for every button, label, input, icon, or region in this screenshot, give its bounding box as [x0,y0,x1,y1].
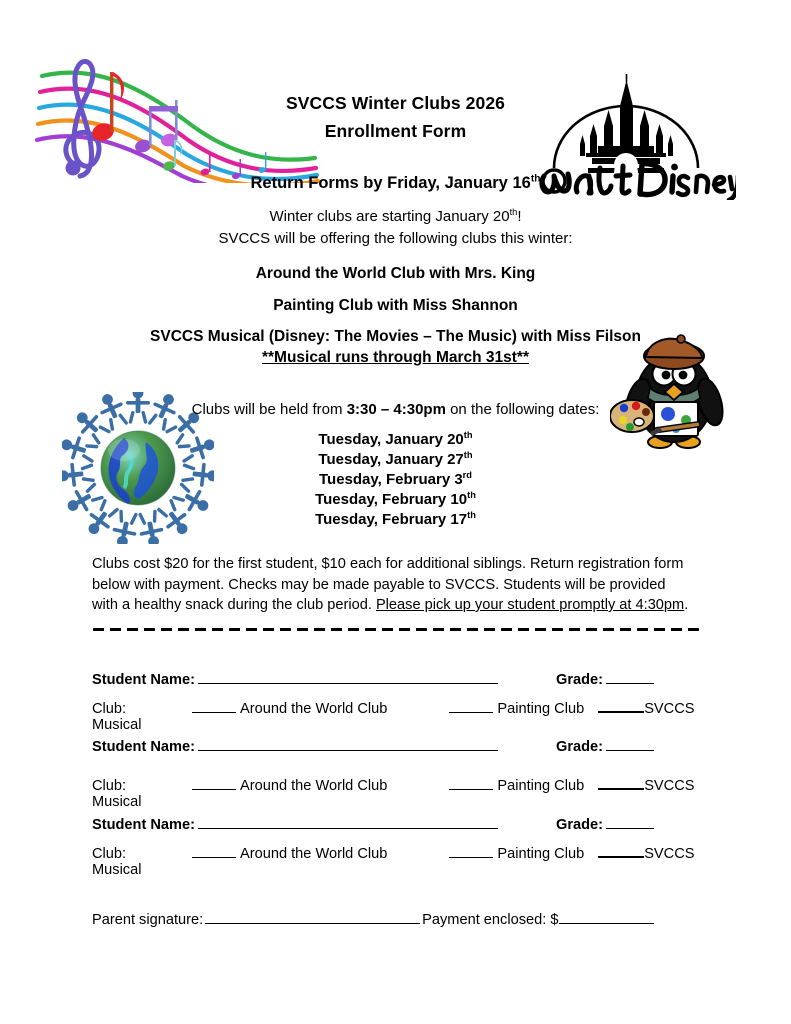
return-forms-deadline [0,174,791,193]
tear-off-divider [93,628,703,631]
cost-paragraph-text: Clubs cost $20 for the first student, $10 each for additional siblings. Return registration form below with payment. Checks may be made payable to SVCCS. Students will be provided with a healthy snack during the club period. [92,556,684,613]
musical-run-note-text: **Musical runs through March 31st** [261,349,529,366]
cost-and-payment-paragraph [92,554,692,616]
club-date-ordinal: rd [462,470,472,480]
start-date-tail: ! [517,208,522,225]
cost-paragraph-period: . [684,597,689,613]
student-name-label: Student Name: [92,739,195,755]
parent-signature-label: Parent signature: [92,912,204,928]
club-offering-painting: Painting Club with Miss Shannon [273,297,518,314]
option-label-painting: Painting Club [497,701,585,717]
club-label: Club: [92,778,127,794]
student-name-input-2[interactable] [198,737,498,751]
club-date-text: Tuesday, January 20 [318,431,464,448]
checkbox-painting-1[interactable] [449,700,493,713]
club-offering-around-the-world: Around the World Club with Mrs. King [255,265,536,282]
option-label-painting: Painting Club [497,846,585,862]
option-label-musical: SVCCS Musical [92,846,695,878]
club-date-ordinal: th [463,430,473,440]
club-date-text: Tuesday, February 10 [315,491,468,508]
grade-label: Grade: [555,739,604,755]
student-name-label: Student Name: [92,817,195,833]
club-date-ordinal: th [467,490,476,500]
grade-input-2[interactable] [606,737,654,751]
club-date-item [0,490,791,510]
club-date-text: Tuesday, February 3 [319,471,463,488]
club-label: Club: [92,846,127,862]
student-row-3-clubs [92,844,712,878]
option-label-musical: SVCCS Musical [92,778,695,810]
grade-label: Grade: [555,672,604,688]
option-label-musical: SVCCS Musical [92,701,695,733]
checkbox-musical-1[interactable] [598,699,644,713]
checkbox-around-world-1[interactable] [192,700,236,713]
parent-signature-input[interactable] [205,911,420,924]
held-suffix: on the following dates: [445,401,600,418]
student-row-2-name [92,737,712,755]
checkbox-musical-3[interactable] [598,844,644,858]
student-row-1-clubs [92,699,712,733]
option-label-painting: Painting Club [497,778,585,794]
club-label: Club: [92,701,127,717]
option-label-around-world: Around the World Club [240,701,388,717]
club-date-item [0,430,791,450]
club-date-text: Tuesday, January 27 [318,451,464,468]
music-notes-art [30,48,320,183]
club-date-item [0,510,791,530]
student-row-1-name [92,670,712,688]
checkbox-around-world-3[interactable] [192,845,236,858]
student-row-3-name [92,815,712,833]
club-date-item [0,470,791,490]
option-label-around-world: Around the World Club [240,778,388,794]
page-title-line1: SVCCS Winter Clubs 2026 [285,93,505,113]
club-date-ordinal: th [463,450,473,460]
club-date-ordinal: th [467,510,476,520]
student-name-label: Student Name: [92,672,195,688]
payment-amount-input[interactable] [559,911,654,924]
start-date-line [0,208,791,225]
signature-row [92,911,712,928]
grade-input-1[interactable] [606,670,654,684]
payment-enclosed-label: Payment enclosed: $ [422,912,559,928]
checkbox-painting-3[interactable] [449,845,493,858]
student-name-input-1[interactable] [198,670,498,684]
return-forms-text: Return Forms by Friday, January 16 [250,174,531,192]
checkbox-around-world-2[interactable] [192,777,236,790]
checkbox-musical-2[interactable] [598,776,644,790]
offering-line: SVCCS will be offering the following clubs this winter: [218,230,573,247]
return-forms-ordinal: th [530,173,541,185]
club-date-item [0,450,791,470]
page-title-line2: Enrollment Form [324,121,467,141]
held-time: 3:30 – 4:30pm [346,401,446,418]
club-dates-list [0,430,791,530]
grade-input-3[interactable] [606,815,654,829]
grade-label: Grade: [555,817,604,833]
club-offering-musical: SVCCS Musical (Disney: The Movies – The Music) with Miss Filson [150,328,641,345]
student-name-input-3[interactable] [198,815,498,829]
option-label-around-world: Around the World Club [240,846,388,862]
pickup-notice: Please pick up your student promptly at 4:30pm [375,597,685,613]
student-row-2-clubs [92,776,712,810]
held-prefix: Clubs will be held from [191,401,347,418]
club-time-line [0,401,791,418]
start-date-text: Winter clubs are starting January 20 [269,208,510,225]
club-date-text: Tuesday, February 17 [315,511,468,528]
start-date-ordinal: th [509,207,518,217]
checkbox-painting-2[interactable] [449,777,493,790]
